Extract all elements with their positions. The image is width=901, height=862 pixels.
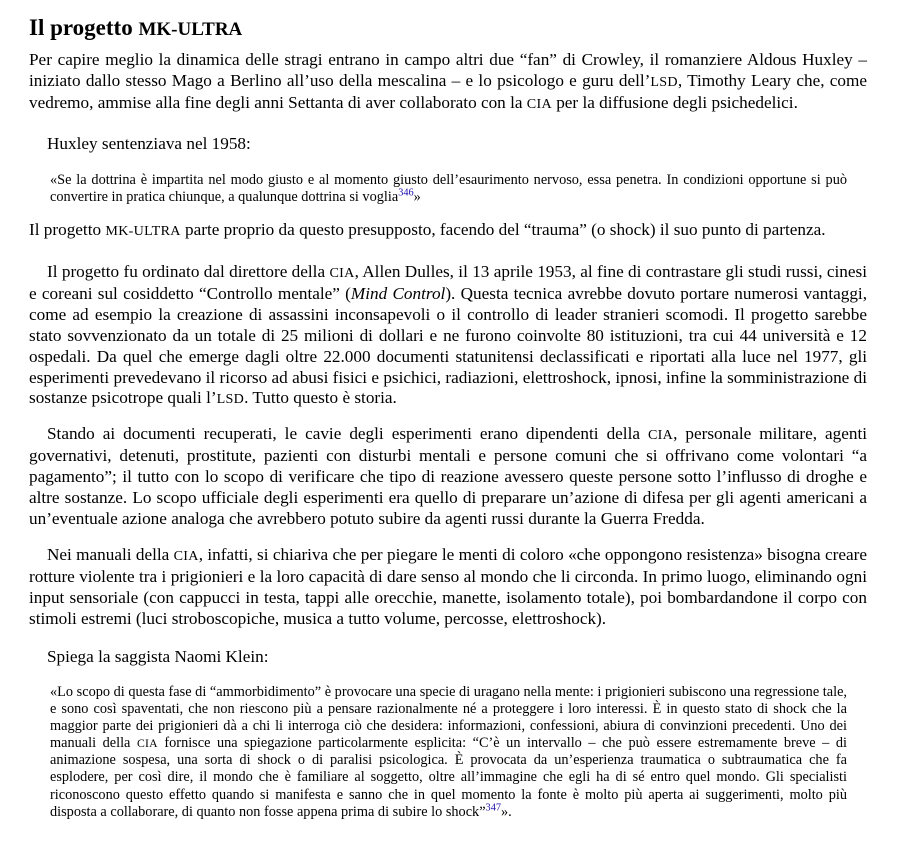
blockquote-huxley-close: » [413,189,421,206]
blockquote-klein [50,684,847,821]
section-title [29,14,242,44]
paragraph-subjects-text-a: Stando ai documenti recuperati, le cavie degli esperimenti erano dipendenti della [47,424,648,443]
paragraph-manuals-text-c: , infatti, si chiariva che per piegare le menti di coloro «che oppongono resistenza» bisogna creare rotture violente tra i prigionieri e la loro capacità di dare senso al mondo che li circonda. In primo luogo, eliminando ogni input sensoriale (con cappucci in testa, tappi alle orecchie, manette, isolamento totale), poi bombardandone il corpo con stimoli estremi (luci stroboscopiche, musica a tutto volume, percosse, elettroshock). [29,545,867,628]
abbr-lsd: LSD [650,73,678,90]
paragraph-intro-text-e: per la diffusione degli psichedelici. [551,92,798,112]
abbr-cia: CIA [647,427,674,443]
section-title-prefix: Il progetto [29,15,139,40]
footnote-link-346[interactable]: 346 [398,187,414,199]
section-title-name: MK-ULTRA [138,19,243,40]
blockquote-huxley-text: «Se la dottrina è impartita nel modo giusto e al momento giusto dell’esaurimento nervoso, essa penetra. In condizioni opportune si può convertire in pratica chiunque, a qualunque dottrina si voglia [50,172,847,206]
paragraph-intro-text-c: , Timothy Leary che, come vedremo, ammise alla fine degli anni Settanta di aver collaborato con la [29,70,867,112]
paragraph-klein-lead: Spiega la saggista Naomi Klein: [47,647,269,666]
abbr-cia: CIA [329,265,355,281]
paragraph-origin-text-g: . Tutto questo è storia. [244,388,397,408]
abbr-cia: CIA [526,95,552,112]
italic-mind-control: Mind Control [350,283,446,303]
footnote-link-347[interactable]: 347 [485,802,501,813]
paragraph-manuals-text-a: Nei manuali della [47,545,174,564]
paragraph-origin-text-e: ). Questa tecnica avrebbe dovuto portare numerosi vantaggi, come ad esempio la creazione di assassini inconsapevoli o il controllo di leader stranieri scomodi. Il progetto sarebbe stato sovvenzionato da un totale di 25 milioni di dollari e ne furono coinvolte 80 istituzioni, tra cui 44 università e 12 ospedali. Da quel che emerge dagli oltre 22.000 documenti statunitensi declassificati e riportati alla luce nel 1977, gli esperimenti prevedevano il ricorso ad abusi fisici e psichici, radiazioni, elettroshock, ipnosi, infine la somministrazione di sostanze psicotrope quali l’ [29,283,867,408]
blockquote-huxley [50,172,847,206]
paragraph-origin-text-c: , Allen Dulles, il 13 aprile 1953, al fine di contrastare gli studi russi, cinesi e coreani sul cosiddetto “Controllo mentale” ( [29,262,867,303]
paragraph-intro-text-a: Per capire meglio la dinamica delle stragi entrano in campo altri due “fan” di Crowley, il romanziere Aldous Huxley – iniziato dallo stesso Mago a Berlino all’uso della mescalina – e lo psicologo e guru dell’ [29,50,867,90]
abbr-lsd: LSD [216,391,245,408]
blockquote-klein-close: ». [500,803,512,820]
blockquote-klein-text-a: «Lo scopo di questa fase di “ammorbidimento” è provocare una specie di uragano nella mente: i prigionieri subiscono una regressione tale, e sono così spaventati, che non riescono più a pensare razionalmente né a proteggere i loro interessi. È in questo stato di shock che la maggior parte dei prigionieri dà a chi li interroga ciò che desidera: informazioni, confessioni, abiura di convinzioni precedenti. Uno dei manuali della [50,684,847,752]
paragraph-origin-text-a: Il progetto fu ordinato dal direttore della [47,262,330,281]
abbr-mkultra: MK-ULTRA [105,223,181,239]
paragraph-premise-text-c: parte proprio da questo presupposto, facendo del “trauma” (o shock) il suo punto di partenza. [180,220,826,239]
blockquote-klein-text-c: fornisce una spiegazione particolarmente esplicita: “C’è un intervallo – che può essere estremamente breve – di animazione sospesa, una sorta di shock o di paralisi psicologica. È provocata da un’esperienza traumatica o subtraumatica che fa esplodere, per così dire, il mondo che è familiare al soggetto, oltre all’immagine che egli ha di sé entro quel mondo. Gli specialisti riconoscono questo effetto quando si manifesta e sanno che in quel momento la fonte è molto più aperta ai suggerimenti, molto più disposta a collaborare, di quanto non fosse appena prima di subire lo shock” [50,735,847,820]
paragraph-premise-text-a: Il progetto [29,220,106,239]
paragraph-huxley-lead: Huxley sentenziava nel 1958: [47,134,251,153]
paragraph-intro [29,50,867,115]
paragraph-cia-manuals [29,545,867,630]
abbr-cia: CIA [136,737,158,751]
paragraph-project-origin [29,262,867,410]
paragraph-mkultra-premise [29,220,867,242]
abbr-cia: CIA [173,548,199,564]
paragraph-test-subjects [29,424,867,530]
paragraph-subjects-text-c: , personale militare, agenti governativi, detenuti, prostitute, pazienti con disturbi mentali e persone comuni che si offrivano come volontari “a pagamento”; il tutto con lo scopo di verificare che tipo di reazione avessero queste persone sotto l’influsso di droghe e altre sostanze. Lo scopo ufficiale degli esperimenti era quello di preparare un’azione di difesa per gli agenti americani a un’eventuale azione analoga che avrebbero potuto subire da agenti russi durante la Guerra Fredda. [29,424,867,528]
